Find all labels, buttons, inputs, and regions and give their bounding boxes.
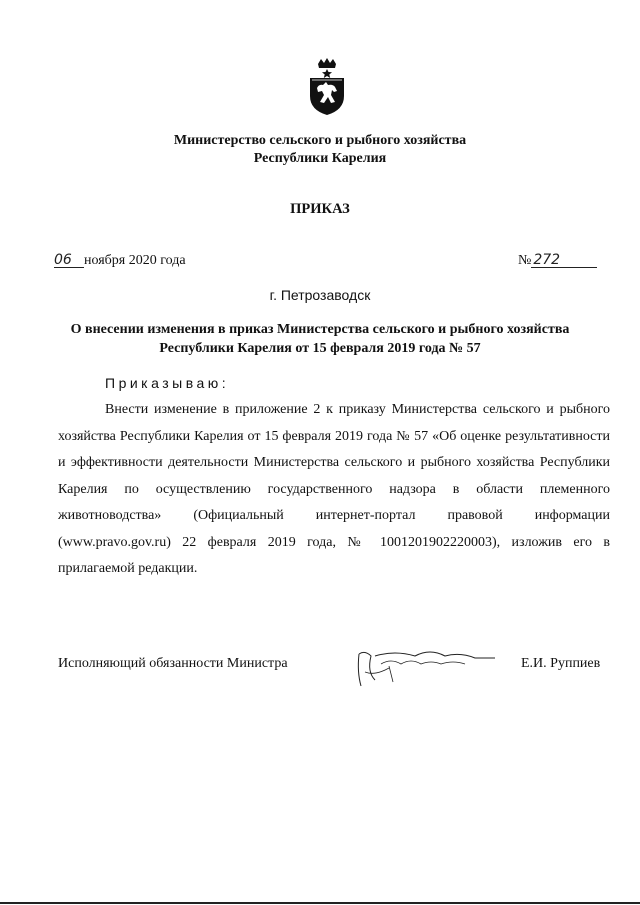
order-directive-word: Приказываю: <box>105 375 230 391</box>
signatory-position: Исполняющий обязанности Министра <box>58 656 288 671</box>
order-date <box>54 253 186 269</box>
ministry-line-1: Министерство сельского и рыбного хозяйства <box>173 133 467 148</box>
order-number-handwritten: 272 <box>531 253 597 268</box>
document-type-title: ПРИКАЗ <box>290 201 350 217</box>
order-subject-line-1: О внесении изменения в приказ Министерства сельского и рыбного хозяйства <box>70 322 570 337</box>
page-bottom-edge <box>0 902 640 904</box>
order-subject <box>40 320 600 358</box>
order-city: г. Петрозаводск <box>269 287 371 303</box>
ministry-name <box>0 132 640 168</box>
order-date-rest: ноября 2020 года <box>84 253 186 268</box>
karelia-coat-of-arms-icon <box>304 58 350 116</box>
order-body-paragraph: Внести изменение в приложение 2 к приказу Министерства сельского и рыбного хозяйства Республики Карелия от 15 февраля 2019 года № 57 «Об оценке результативности и эффективности деятельности Министерства сельского и рыбного хозяйства Республики Карелия по осуществлению государственного надзора в области племенного животноводства» (Официальный интернет-портал правовой информации (www.pravo.gov.ru) 22 февраля 2019 года, № 1001201902220003), изложив его в прилагаемой редакции. <box>58 402 610 576</box>
order-number-label: № <box>518 253 532 268</box>
handwritten-signature <box>345 642 505 692</box>
signatory-name: Е.И. Руппиев <box>521 656 601 671</box>
order-day-handwritten: 06 <box>54 253 84 268</box>
order-subject-line-2: Республики Карелия от 15 февраля 2019 года № 57 <box>159 341 481 356</box>
order-number <box>518 253 597 269</box>
ministry-line-2: Республики Карелия <box>253 151 387 166</box>
